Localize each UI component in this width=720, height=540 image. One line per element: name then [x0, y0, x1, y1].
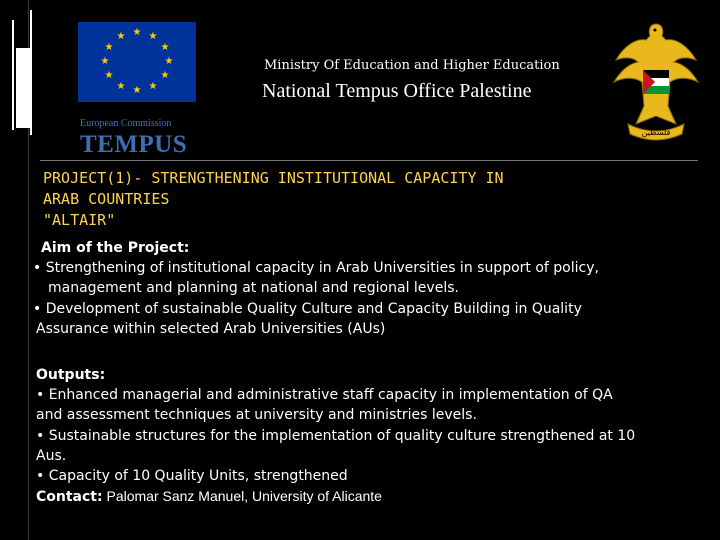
aim-heading: Aim of the Project: [41, 240, 190, 256]
star-icon: ★ [132, 27, 142, 38]
star-icon: ★ [148, 81, 158, 92]
output-bullet-2-cont: Aus. [36, 447, 67, 464]
star-icon: ★ [104, 42, 114, 53]
decorative-bracket-2 [30, 10, 46, 135]
decorative-bar [16, 48, 30, 128]
aim-bullet-1: • Strengthening of institutional capacity in Arab Universities in support of policy, [33, 260, 599, 277]
output-bullet-1: • Enhanced managerial and administrative staff capacity in implementation of QA [36, 387, 613, 404]
output-bullet-1-cont: and assessment techniques at university and ministries levels. [36, 407, 477, 424]
star-icon: ★ [100, 56, 110, 67]
spacer [36, 339, 716, 365]
palestine-eagle-emblem-icon [606, 16, 706, 144]
star-icon: ★ [164, 56, 174, 67]
european-commission-label: European Commission [80, 118, 172, 129]
star-icon: ★ [160, 42, 170, 53]
aim-bullet-2: • Development of sustainable Quality Culture and Capacity Building in Quality [33, 300, 582, 317]
header-divider [40, 160, 698, 161]
contact-value: Palomar Sanz Manuel, University of Alicante [102, 488, 382, 505]
decorative-bracket [2, 20, 14, 130]
project-title-line: ARAB COUNTRIES [43, 190, 170, 208]
output-bullet-2: • Sustainable structures for the implementation of quality culture strengthened at 10 [36, 427, 636, 444]
ministry-name: Ministry Of Education and Higher Education [264, 58, 560, 73]
star-icon: ★ [116, 31, 126, 42]
project-title [43, 168, 643, 231]
aim-bullet-2-cont: Assurance within selected Arab Universities (AUs) [36, 320, 386, 337]
project-title-line: "ALTAIR" [43, 211, 116, 229]
star-icon: ★ [104, 70, 114, 81]
emblem-caption: فلسطين [641, 128, 671, 137]
contact-line [36, 486, 716, 507]
eu-flag-logo [78, 22, 196, 102]
star-icon: ★ [116, 81, 126, 92]
tempus-logo-text: TEMPUS [80, 131, 188, 158]
aim-bullet-1-cont: management and planning at national and regional levels. [48, 280, 459, 297]
contact-label: Contact: [36, 489, 103, 506]
outputs-heading: Outputs: [36, 367, 106, 384]
office-name: National Tempus Office Palestine [262, 80, 532, 102]
project-title-line: PROJECT(1)- STRENGTHENING INSTITUTIONAL CAPACITY IN [43, 169, 504, 187]
star-icon: ★ [160, 70, 170, 81]
content-body [33, 238, 716, 507]
output-bullet-3: • Capacity of 10 Quality Units, strengthened [36, 468, 348, 485]
star-icon: ★ [148, 31, 158, 42]
star-icon: ★ [132, 85, 142, 96]
